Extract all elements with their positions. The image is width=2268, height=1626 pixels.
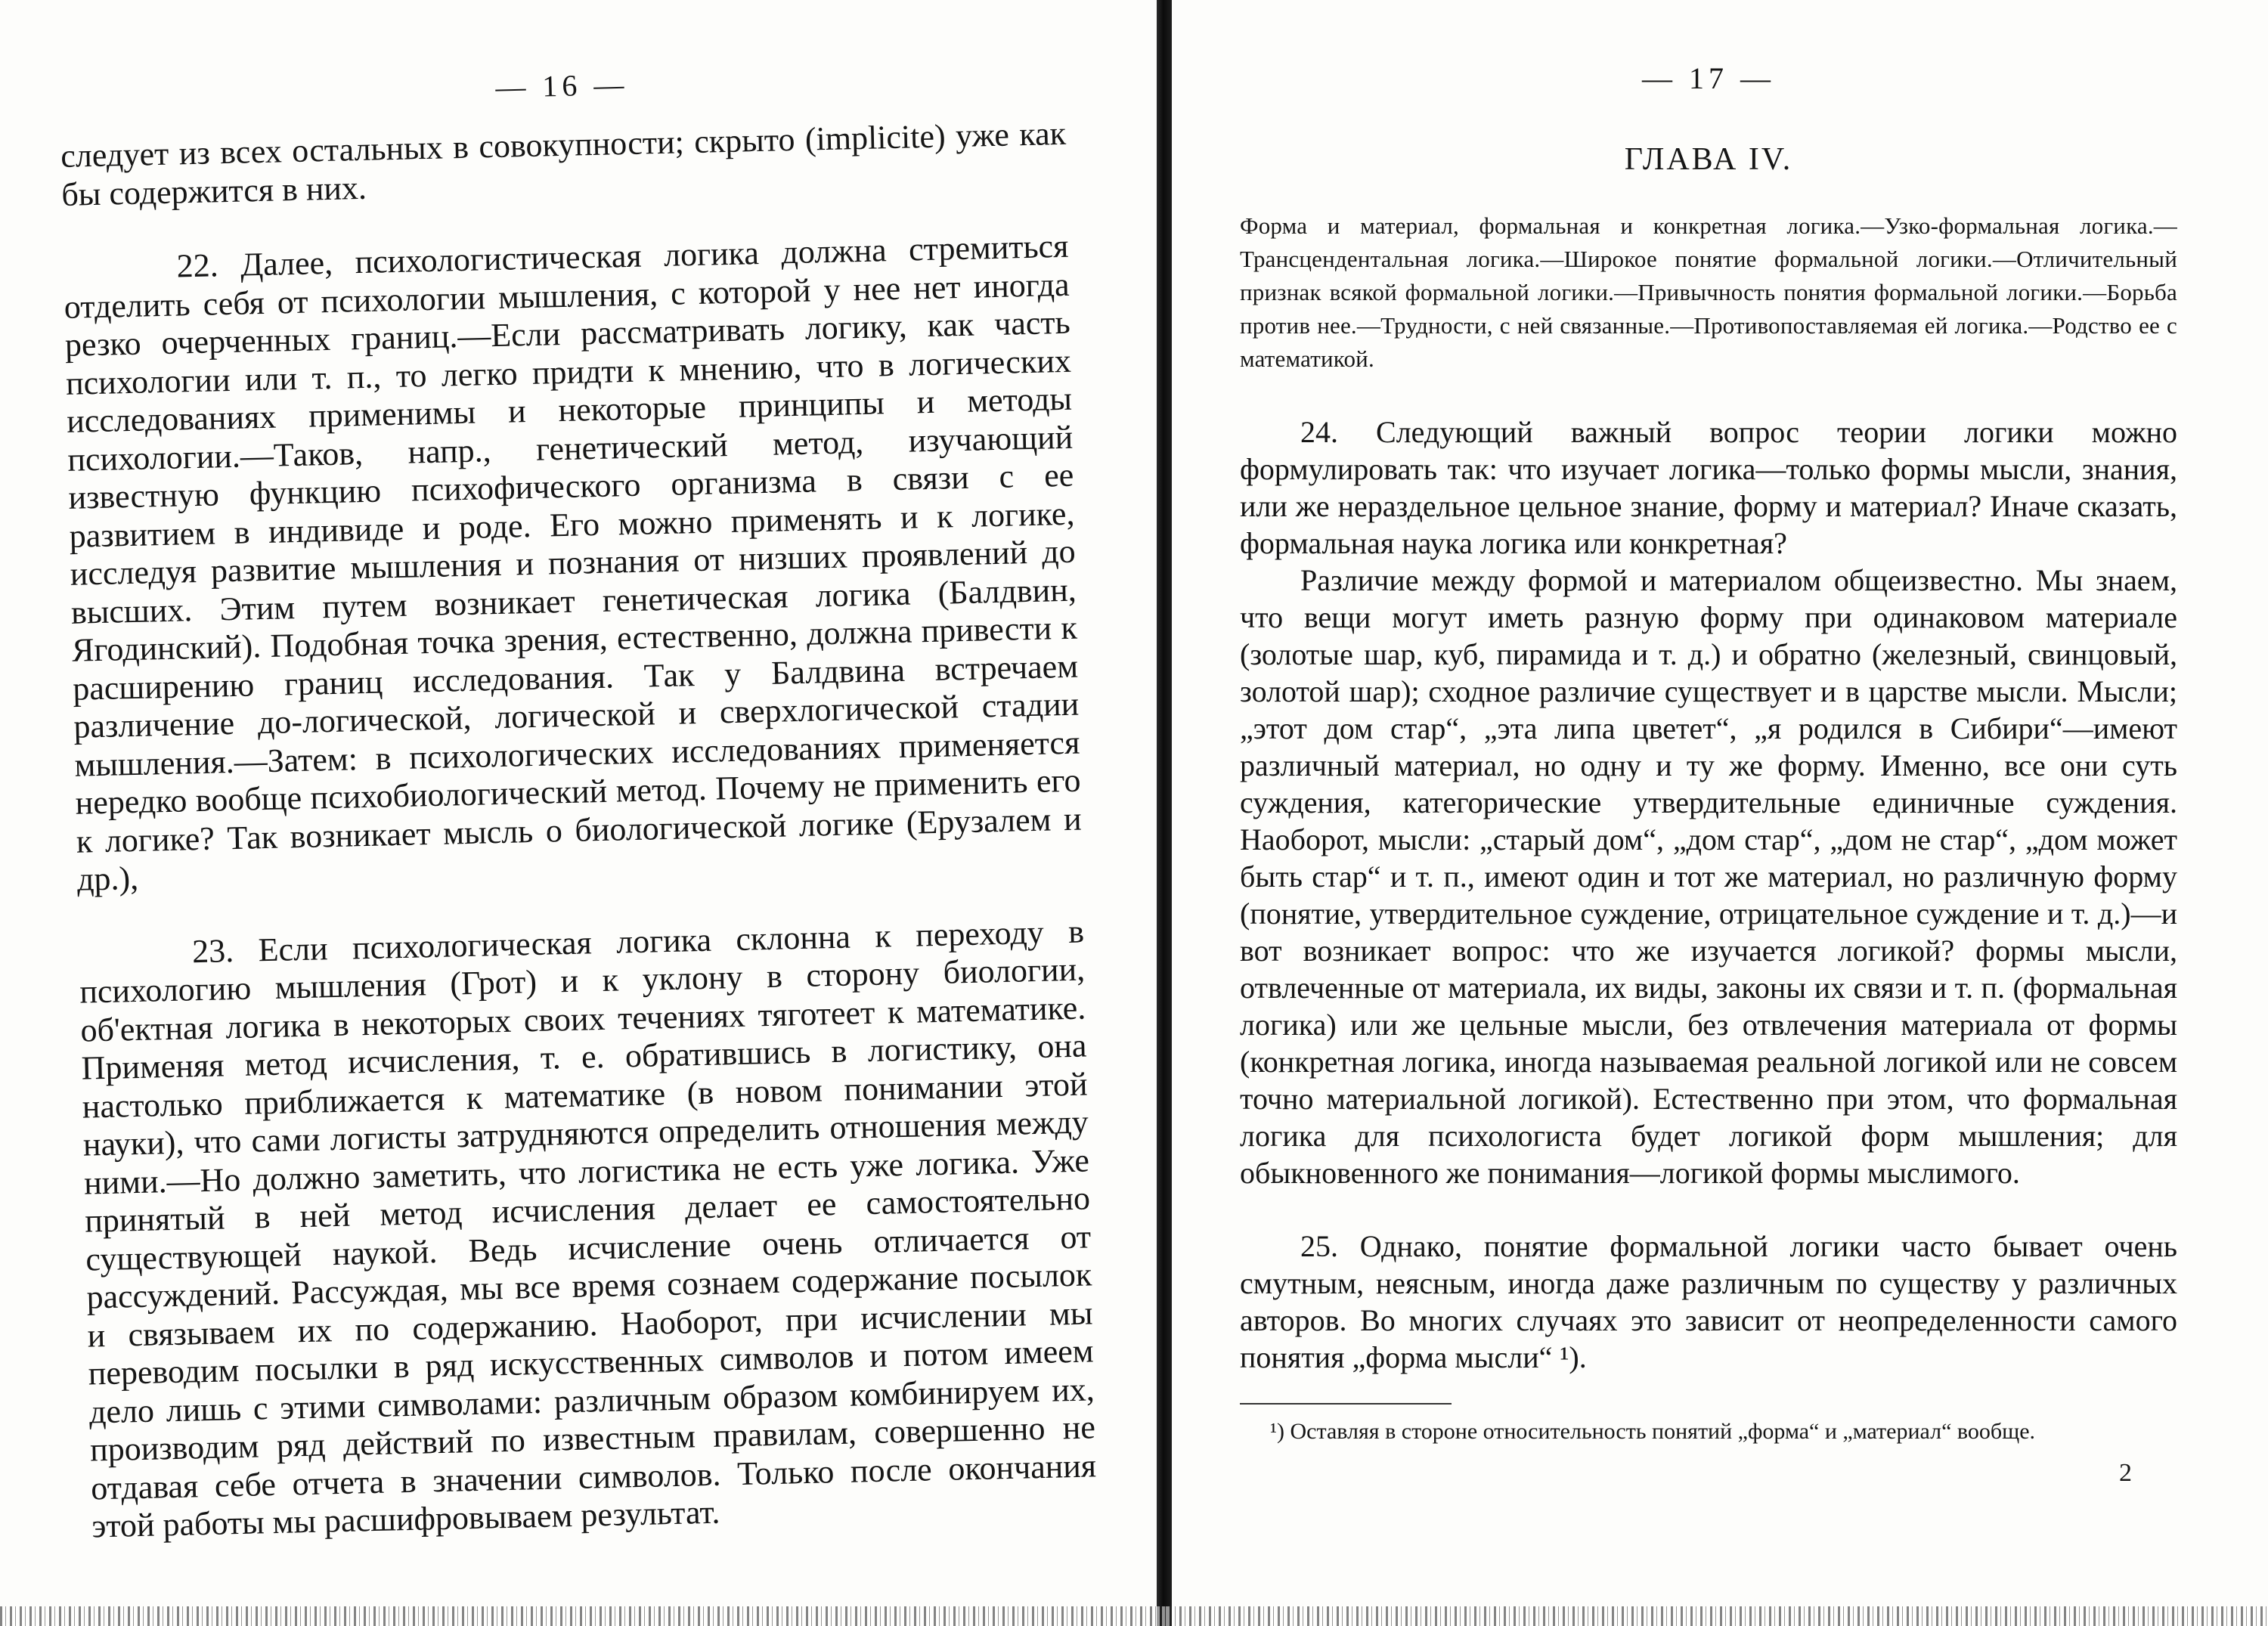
right-page <box>1172 0 2268 1626</box>
chapter-summary: Форма и материал, формальная и конкретная логика.—Узко-формальная логика.—Трансцендентальная логика.—Широкое понятие формальной логики.—Отличительный признак всякой формальной логики.—Привычность понятия формальной логики.—Борьба против нее.—Трудности, с ней связанные.—Противопоставляемая ей логика.—Родство ее с математикой. <box>1240 212 2177 372</box>
page-number-right: — 17 — <box>1642 61 1775 95</box>
paragraph-24: 24. Следующий важный вопрос теории логики можно формулировать так: что изучает логика—только формы мысли, знания, или же нераздельное цельное знание, форму и материал? Иначе сказать, формальная наука логика или конкретная? <box>1240 415 2177 560</box>
right-page-body <box>1240 60 2177 1488</box>
book-gutter <box>1157 0 1172 1626</box>
paragraph-23: 23. Если психологическая логика склонна к переходу в психологию мышления (Грот) и к уклону в сторону биологии, об'ектная логика в некоторых своих течениях тяготеет к математике. Применяя метод исчисления, т. е. обратившись в логистику, она настолько приближается к математике (в новом понимании этой науки), что сами логисты затрудняются определить отношения между ними.—Но должно заметить, что логистика не есть уже логика. Уже принятый в ней метод исчисления делает ее самостоятельно существующей наукой. Ведь исчисление очень отличается от рассуждений. Рассуждая, мы все время сознаем содержание посылок и связываем их по содержанию. Наоборот, при исчислении мы переводим посылки в ряд искусственных символов и потом имеем дело лишь с этими символами: различным образом комбинируем их, производим ряд действий по известным правилам, совершенно не отдавая себе отчета в значении символов. Только после окончания этой работы мы расшифровываем результат. <box>79 912 1097 1545</box>
paragraph-25: 25. Однако, понятие формальной логики часто бывает очень смутным, неясным, иногда даже различным по существу у различных авторов. Во многих случаях это зависит от неопределенности самого понятия „форма мысли“ ¹). <box>1240 1229 2177 1374</box>
footnote: ¹) Оставляя в стороне относительность понятий „форма“ и „материал“ вообще. <box>1270 1419 2036 1444</box>
paragraph-22: 22. Далее, психологистическая логика должна стремиться отделить себя от психологии мышления, с которой у нее нет иногда резко очерченных границ.—Если рассматривать логику, как часть психологии или т. п., то легко придти к мнению, что в логических исследованиях применимы и некоторые принципы и методы психологии.—Таков, напр., генетический метод, изучающий известную функцию психофического организма в связи с ее развитием в индивиде и роде. Его можно применять и к логике, исследуя развитие мышления и познания от низших проявлений до высших. Этим путем возникает генетическая логика (Балдвин, Ягодинский). Подобная точка зрения, естественно, должна привести к расширению границ исследования. Так у Балдвина встречаем различение до-логической, логической и сверхлогической стадии мышления.—Затем: в психологических исследованиях применяется нередко вообще психобиологический метод. Почему не применить его к логике? Так возникает мысль о биологической логике (Ерузалем и др.), <box>64 227 1083 898</box>
signature-mark: 2 <box>2119 1459 2132 1487</box>
page-number-left: — 16 — <box>494 67 629 104</box>
paragraph-24-continued: Различие между формой и материалом общеизвестно. Мы знаем, что вещи могут иметь разную форму при одинаковом материале (золотые шар, куб, пирамида и т. д.) и обратно (железный, свинцовый, золотой шар); сходное различие существует и в царстве мысли. Мысли; „этот дом стар“, „эта липа цветет“, „я родился в Сибири“—имеют различный материал, но одну и ту же форму. Именно, все они суть суждения, категорические утвердительные единичные суждения. Наоборот, мысли: „старый дом“, „дом стар“, „дом не стар“, „дом может быть стар“ и т. п., имеют один и тот же материал, но различную форму (понятие, утвердительное суждение, отрицательное суждение и т. д.)—и вот возникает вопрос: что же изучается логикой? формы мысли, отвлеченные от материала, их виды, законы их связи и т. п. (формальная логика) или же цельные мысли, без отвлечения материала от формы (конкретная логика, иногда называемая реальной логикой или не совсем точно материальной логикой). Естественно при этом, что формальная логика для психологиста будет логикой форм мышления; для обыкновенного же понимания—логикой формы мыслимого. <box>1240 563 2177 1190</box>
paragraph-continuation: следует из всех остальных в совокупности; скрыто (implicite) уже как бы содержится в них. <box>60 114 1067 213</box>
scan-bottom-edge <box>0 1606 2268 1626</box>
footnote-rule <box>1240 1403 1452 1405</box>
left-page-body <box>59 57 1098 1546</box>
chapter-title: ГЛАВА IV. <box>1624 142 1793 177</box>
